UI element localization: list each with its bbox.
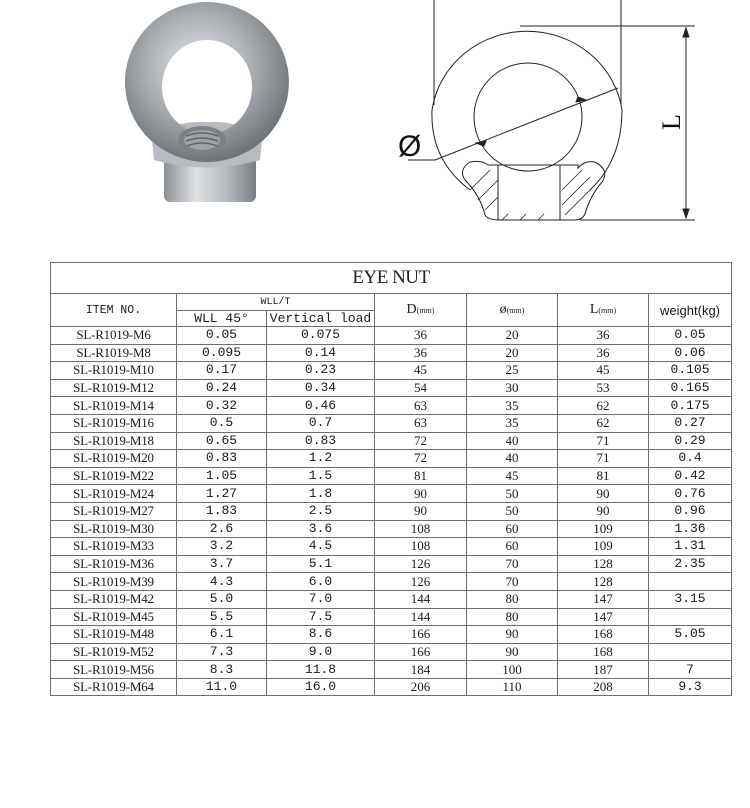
cell-weight: 0.42	[649, 467, 732, 485]
cell-d: 126	[375, 573, 467, 591]
cell-phi: 60	[467, 538, 558, 556]
table-row	[51, 678, 732, 696]
cell-item: SL-R1019-M30	[51, 520, 177, 538]
cell-item: SL-R1019-M33	[51, 538, 177, 556]
header-phi-unit: (mm)	[506, 306, 525, 315]
cell-l: 45	[558, 362, 649, 380]
table-row	[51, 362, 732, 380]
cell-weight: 0.175	[649, 397, 732, 415]
cell-item: SL-R1019-M14	[51, 397, 177, 415]
eye-nut-photo	[112, 0, 302, 205]
cell-l: 208	[558, 678, 649, 696]
cell-l: 187	[558, 661, 649, 679]
cell-item: SL-R1019-M42	[51, 590, 177, 608]
cell-wll45: 0.83	[177, 450, 267, 468]
cell-wll45: 1.83	[177, 502, 267, 520]
cell-weight: 5.05	[649, 626, 732, 644]
table-row	[51, 485, 732, 503]
cell-l: 128	[558, 555, 649, 573]
cell-phi: 20	[467, 327, 558, 345]
cell-d: 72	[375, 432, 467, 450]
cell-item: SL-R1019-M8	[51, 344, 177, 362]
cell-weight: 0.105	[649, 362, 732, 380]
cell-phi: 60	[467, 520, 558, 538]
cell-l: 62	[558, 397, 649, 415]
cell-phi: 70	[467, 555, 558, 573]
cell-l: 90	[558, 502, 649, 520]
cell-wll45: 1.05	[177, 467, 267, 485]
cell-wll45: 0.65	[177, 432, 267, 450]
cell-l: 128	[558, 573, 649, 591]
cell-vertical: 16.0	[267, 678, 375, 696]
cell-weight: 0.29	[649, 432, 732, 450]
cell-weight	[649, 573, 732, 591]
cell-item: SL-R1019-M20	[51, 450, 177, 468]
table-row	[51, 608, 732, 626]
cell-weight: 1.36	[649, 520, 732, 538]
table-row	[51, 414, 732, 432]
table-row	[51, 555, 732, 573]
header-l-label: L	[589, 302, 599, 317]
cell-d: 45	[375, 362, 467, 380]
cell-phi: 100	[467, 661, 558, 679]
cell-phi: 35	[467, 414, 558, 432]
cell-vertical: 7.0	[267, 590, 375, 608]
cell-l: 109	[558, 538, 649, 556]
cell-wll45: 0.5	[177, 414, 267, 432]
cell-item: SL-R1019-M12	[51, 379, 177, 397]
cell-wll45: 7.3	[177, 643, 267, 661]
cell-wll45: 0.17	[177, 362, 267, 380]
cell-weight	[649, 608, 732, 626]
cell-weight: 1.31	[649, 538, 732, 556]
cell-wll45: 8.3	[177, 661, 267, 679]
header-wll-45: WLL 45°	[177, 311, 267, 327]
cell-vertical: 5.1	[267, 555, 375, 573]
diameter-label: Ø	[398, 130, 422, 163]
cell-wll45: 0.05	[177, 327, 267, 345]
cell-vertical: 0.14	[267, 344, 375, 362]
cell-wll45: 6.1	[177, 626, 267, 644]
header-item-no: ITEM NO.	[51, 294, 177, 327]
table-row	[51, 590, 732, 608]
cell-d: 144	[375, 608, 467, 626]
cell-weight: 0.76	[649, 485, 732, 503]
cell-phi: 80	[467, 590, 558, 608]
header-phi	[467, 294, 558, 327]
cell-weight: 0.06	[649, 344, 732, 362]
cell-d: 36	[375, 344, 467, 362]
cell-item: SL-R1019-M56	[51, 661, 177, 679]
header-vertical-load: Vertical load	[267, 311, 375, 327]
table-title: EYE NUT	[51, 263, 732, 294]
cell-item: SL-R1019-M64	[51, 678, 177, 696]
table-row	[51, 538, 732, 556]
cell-d: 144	[375, 590, 467, 608]
cell-weight: 0.27	[649, 414, 732, 432]
cell-item: SL-R1019-M39	[51, 573, 177, 591]
cell-item: SL-R1019-M45	[51, 608, 177, 626]
cell-wll45: 0.24	[177, 379, 267, 397]
eye-nut-technical-drawing	[390, 0, 700, 235]
cell-weight: 0.4	[649, 450, 732, 468]
cell-weight: 0.96	[649, 502, 732, 520]
cell-wll45: 3.2	[177, 538, 267, 556]
header-l	[558, 294, 649, 327]
cell-l: 81	[558, 467, 649, 485]
cell-phi: 110	[467, 678, 558, 696]
cell-l: 71	[558, 432, 649, 450]
cell-wll45: 4.3	[177, 573, 267, 591]
cell-item: SL-R1019-M18	[51, 432, 177, 450]
header-d	[375, 294, 467, 327]
table-row	[51, 467, 732, 485]
cell-item: SL-R1019-M52	[51, 643, 177, 661]
cell-phi: 50	[467, 485, 558, 503]
cell-l: 168	[558, 626, 649, 644]
table-row	[51, 502, 732, 520]
cell-vertical: 1.5	[267, 467, 375, 485]
cell-item: SL-R1019-M16	[51, 414, 177, 432]
cell-weight: 0.05	[649, 327, 732, 345]
header-weight: weight(kg)	[649, 294, 732, 327]
table-row	[51, 643, 732, 661]
cell-d: 166	[375, 626, 467, 644]
table-row	[51, 379, 732, 397]
eye-nut-spec-table	[50, 262, 732, 696]
cell-phi: 20	[467, 344, 558, 362]
cell-wll45: 5.5	[177, 608, 267, 626]
cell-d: 63	[375, 414, 467, 432]
cell-item: SL-R1019-M36	[51, 555, 177, 573]
cell-vertical: 0.34	[267, 379, 375, 397]
cell-item: SL-R1019-M6	[51, 327, 177, 345]
cell-l: 90	[558, 485, 649, 503]
cell-weight: 3.15	[649, 590, 732, 608]
cell-vertical: 0.075	[267, 327, 375, 345]
cell-item: SL-R1019-M22	[51, 467, 177, 485]
table-row	[51, 573, 732, 591]
cell-d: 108	[375, 520, 467, 538]
cell-vertical: 4.5	[267, 538, 375, 556]
cell-phi: 90	[467, 626, 558, 644]
table-row	[51, 344, 732, 362]
cell-d: 54	[375, 379, 467, 397]
cell-vertical: 2.5	[267, 502, 375, 520]
cell-l: 36	[558, 344, 649, 362]
table-row	[51, 661, 732, 679]
cell-d: 90	[375, 502, 467, 520]
cell-weight	[649, 643, 732, 661]
cell-weight: 0.165	[649, 379, 732, 397]
cell-phi: 90	[467, 643, 558, 661]
header-l-unit: (mm)	[598, 306, 617, 315]
cell-item: SL-R1019-M10	[51, 362, 177, 380]
cell-vertical: 1.8	[267, 485, 375, 503]
cell-l: 168	[558, 643, 649, 661]
table-row	[51, 397, 732, 415]
cell-wll45: 3.7	[177, 555, 267, 573]
cell-vertical: 0.46	[267, 397, 375, 415]
cell-l: 53	[558, 379, 649, 397]
cell-l: 147	[558, 608, 649, 626]
cell-d: 72	[375, 450, 467, 468]
cell-vertical: 0.83	[267, 432, 375, 450]
table-row	[51, 450, 732, 468]
cell-vertical: 3.6	[267, 520, 375, 538]
cell-phi: 80	[467, 608, 558, 626]
cell-d: 184	[375, 661, 467, 679]
cell-weight: 7	[649, 661, 732, 679]
cell-d: 90	[375, 485, 467, 503]
cell-phi: 40	[467, 432, 558, 450]
cell-wll45: 2.6	[177, 520, 267, 538]
cell-wll45: 5.0	[177, 590, 267, 608]
cell-vertical: 8.6	[267, 626, 375, 644]
cell-phi: 45	[467, 467, 558, 485]
cell-vertical: 0.23	[267, 362, 375, 380]
cell-wll45: 1.27	[177, 485, 267, 503]
cell-vertical: 11.8	[267, 661, 375, 679]
cell-d: 81	[375, 467, 467, 485]
cell-l: 147	[558, 590, 649, 608]
header-phi-label: ø	[499, 302, 507, 317]
header-d-unit: (mm)	[416, 306, 435, 315]
cell-phi: 35	[467, 397, 558, 415]
length-label: L	[657, 114, 686, 130]
cell-vertical: 6.0	[267, 573, 375, 591]
cell-vertical: 9.0	[267, 643, 375, 661]
cell-wll45: 0.095	[177, 344, 267, 362]
cell-vertical: 1.2	[267, 450, 375, 468]
header-wll-group: WLL/T	[177, 294, 375, 311]
cell-l: 109	[558, 520, 649, 538]
cell-d: 206	[375, 678, 467, 696]
table-row	[51, 520, 732, 538]
table-row	[51, 327, 732, 345]
cell-d: 166	[375, 643, 467, 661]
cell-d: 63	[375, 397, 467, 415]
cell-d: 108	[375, 538, 467, 556]
cell-item: SL-R1019-M27	[51, 502, 177, 520]
cell-d: 36	[375, 327, 467, 345]
cell-item: SL-R1019-M48	[51, 626, 177, 644]
table-row	[51, 626, 732, 644]
cell-vertical: 7.5	[267, 608, 375, 626]
cell-phi: 70	[467, 573, 558, 591]
cell-d: 126	[375, 555, 467, 573]
cell-weight: 9.3	[649, 678, 732, 696]
cell-phi: 40	[467, 450, 558, 468]
cell-l: 36	[558, 327, 649, 345]
header-d-label: D	[406, 302, 417, 317]
table-row	[51, 432, 732, 450]
cell-phi: 30	[467, 379, 558, 397]
cell-vertical: 0.7	[267, 414, 375, 432]
cell-l: 71	[558, 450, 649, 468]
cell-item: SL-R1019-M24	[51, 485, 177, 503]
cell-phi: 50	[467, 502, 558, 520]
cell-wll45: 0.32	[177, 397, 267, 415]
cell-wll45: 11.0	[177, 678, 267, 696]
cell-weight: 2.35	[649, 555, 732, 573]
cell-l: 62	[558, 414, 649, 432]
cell-phi: 25	[467, 362, 558, 380]
